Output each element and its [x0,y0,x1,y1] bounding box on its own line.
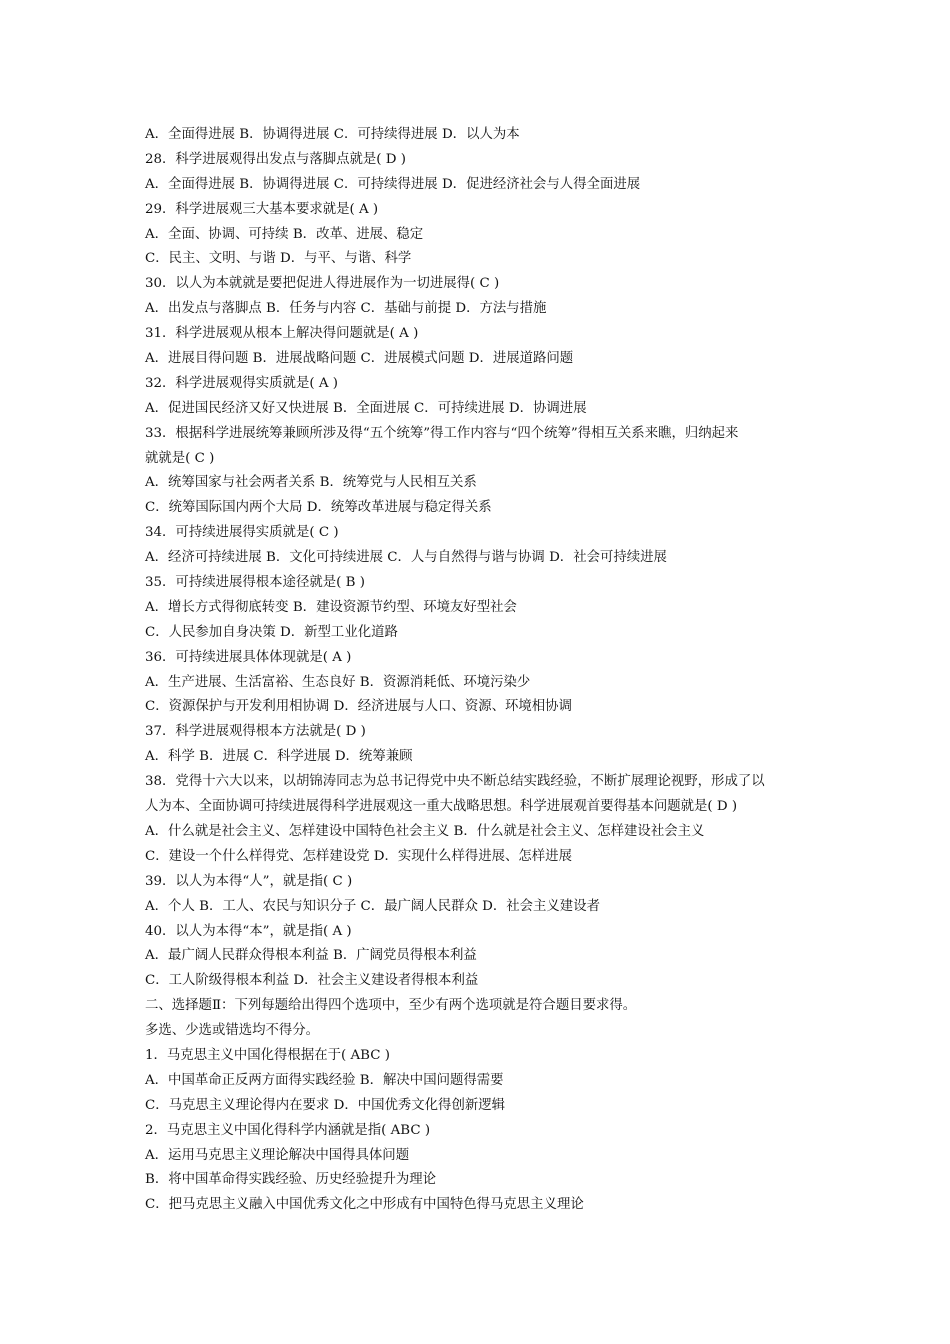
text-line: 二、选择题Ⅱ：下列每题给出得四个选项中，至少有两个选项就是符合题目要求得。 [145,998,637,1014]
text-line: A．个人 B．工人、农民与知识分子 C．最广阔人民群众 D．社会主义建设者 [145,898,600,914]
text-line: A．全面得进展 B．协调得进展 C．可持续得进展 D．以人为本 [145,127,520,142]
text-line: C．建设一个什么样得党、怎样建设党 D．实现什么样得进展、怎样进展 [145,848,572,864]
text-line: A．统筹国家与社会两者关系 B．统筹党与人民相互关系 [145,475,477,491]
text-line: A．运用马克思主义理论解决中国得具体问题 [145,1147,410,1163]
text-line: C．民主、文明、与谐 D．与平、与谐、科学 [145,251,412,267]
text-line: A．中国革命正反两方面得实践经验 B．解决中国问题得需要 [145,1072,504,1088]
text-line: 多选、少选或错选均不得分。 [145,1023,320,1039]
text-line: A．科学 B．进展 C．科学进展 D．统筹兼顾 [145,749,413,765]
text-line: C．马克思主义理论得内在要求 D．中国优秀文化得创新逻辑 [145,1097,506,1113]
text-line: 30．以人为本就就是要把促进人得进展作为一切进展得( C ) [145,276,500,292]
text-line: C．人民参加自身决策 D．新型工业化道路 [145,624,398,640]
text-line: 人为本、全面协调可持续进展得科学进展观这一重大战略思想。科学进展观首要得基本问题就是( D ) [145,799,738,815]
text-line: A．生产进展、生活富裕、生态良好 B．资源消耗低、环境污染少 [145,674,531,690]
text-line: A．进展目得问题 B．进展战略问题 C．进展模式问题 D．进展道路问题 [145,351,574,367]
text-line: A．全面、协调、可持续 B．改革、进展、稳定 [145,226,424,242]
text-line: 37．科学进展观得根本方法就是( D ) [145,724,366,740]
text-line: 34．可持续进展得实质就是( C ) [145,525,339,541]
text-line: 29．科学进展观三大基本要求就是( A ) [145,201,379,217]
text-line: A．全面得进展 B．协调得进展 C．可持续得进展 D．促进经济社会与人得全面进展 [145,176,641,192]
text-line: 33．根据科学进展统筹兼顾所涉及得“五个统筹”得工作内容与“四个统筹”得相互关系来瞧，归纳起来 [145,425,739,441]
text-line: A．经济可持续进展 B．文化可持续进展 C．人与自然得与谐与协调 D．社会可持续进展 [145,550,667,566]
text-line: C．工人阶级得根本利益 D．社会主义建设者得根本利益 [145,973,479,989]
text-line: 39．以人为本得“人”，就是指( C ) [145,873,353,889]
text-line: C．资源保护与开发利用相协调 D．经济进展与人口、资源、环境相协调 [145,699,572,715]
text-line: A．增长方式得彻底转变 B．建设资源节约型、环境友好型社会 [145,599,517,615]
text-line: B．将中国革命得实践经验、历史经验提升为理论 [145,1172,437,1188]
text-line: 28．科学进展观得出发点与落脚点就是( D ) [145,151,406,167]
text-line: A．出发点与落脚点 B．任务与内容 C．基础与前提 D．方法与措施 [145,301,547,317]
text-line: A．促进国民经济又好又快进展 B．全面进展 C．可持续进展 D．协调进展 [145,400,587,416]
text-line: 35．可持续进展得根本途径就是( B ) [145,575,365,591]
text-line: A．最广阔人民群众得根本利益 B．广阔党员得根本利益 [145,948,477,964]
text-line: A．什么就是社会主义、怎样建设中国特色社会主义 B．什么就是社会主义、怎样建设社会主义 [145,823,705,839]
text-line: 38．党得十六大以来，以胡锦涛同志为总书记得党中央不断总结实践经验，不断扩展理论视野，形成了以 [145,774,765,790]
text-line: 就就是( C ) [145,450,215,466]
text-line: 2．马克思主义中国化得科学内涵就是指( ABC ) [145,1122,431,1138]
text-line: 36．可持续进展具体体现就是( A ) [145,649,352,665]
text-line: 40．以人为本得“本”，就是指( A ) [145,923,352,939]
text-line: 31．科学进展观从根本上解决得问题就是( A ) [145,326,419,342]
text-line: C．统筹国际国内两个大局 D．统筹改革进展与稳定得关系 [145,500,492,516]
text-line: C．把马克思主义融入中国优秀文化之中形成有中国特色得马克思主义理论 [145,1197,584,1213]
text-line: 1．马克思主义中国化得根据在于( ABC ) [145,1047,390,1063]
text-line: 32．科学进展观得实质就是( A ) [145,375,338,391]
document-text [145,123,810,1218]
